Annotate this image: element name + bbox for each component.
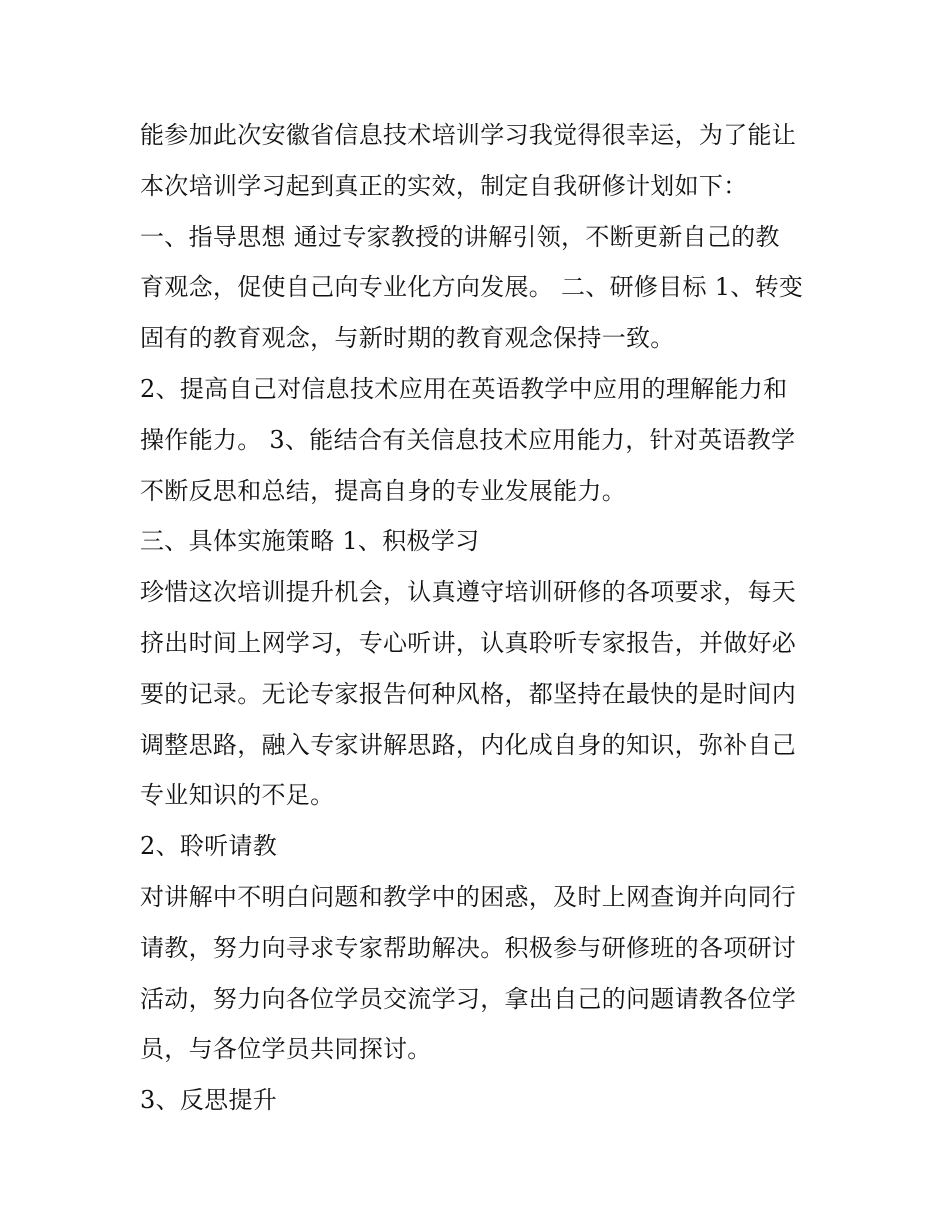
text-line: 一、指导思想 通过专家教授的讲解引领，不断更新自己的教 — [140, 222, 780, 251]
text-line: 专业知识的不足。 — [140, 781, 335, 810]
section-heading: 三、具体实施策略 1、积极学习 — [140, 527, 480, 556]
text-line: 员，与各位学员共同探讨。 — [140, 1035, 432, 1064]
text-line: 要的记录。无论专家报告何种风格，都坚持在最快的是时间内 — [140, 679, 797, 708]
text-line: 本次培训学习起到真正的实效，制定自我研修计划如下： — [140, 171, 748, 200]
text-line: 调整思路，融入专家讲解思路，内化成自身的知识，弥补自己 — [140, 730, 797, 759]
text-line: 请教，努力向寻求专家帮助解决。积极参与研修班的各项研讨 — [140, 933, 797, 962]
text-line: 对讲解中不明白问题和教学中的困惑，及时上网查询并向同行 — [140, 882, 797, 911]
text-line: 不断反思和总结，提高自身的专业发展能力。 — [140, 476, 626, 505]
text-line: 能参加此次安徽省信息技术培训学习我觉得很幸运，为了能让 — [140, 121, 797, 149]
document-body — [140, 110, 820, 1126]
text-line: 珍惜这次培训提升机会，认真遵守培训研修的各项要求，每天 — [140, 578, 797, 607]
text-line: 2、提高自己对信息技术应用在英语教学中应用的理解能力和 — [140, 374, 788, 403]
section-heading: 3、反思提升 — [140, 1086, 278, 1115]
section-heading: 2、聆听请教 — [140, 832, 278, 861]
text-line: 活动，努力向各位学员交流学习，拿出自己的问题请教各位学 — [140, 984, 797, 1013]
text-line: 育观念，促使自己向专业化方向发展。 二、研修目标 1、转变 — [140, 273, 804, 302]
text-line: 挤出时间上网学习，专心听讲，认真聆听专家报告，并做好必 — [140, 628, 797, 657]
text-line: 固有的教育观念，与新时期的教育观念保持一致。 — [140, 324, 675, 353]
text-line: 操作能力。 3、能结合有关信息技术应用能力，针对英语教学 — [140, 425, 796, 454]
